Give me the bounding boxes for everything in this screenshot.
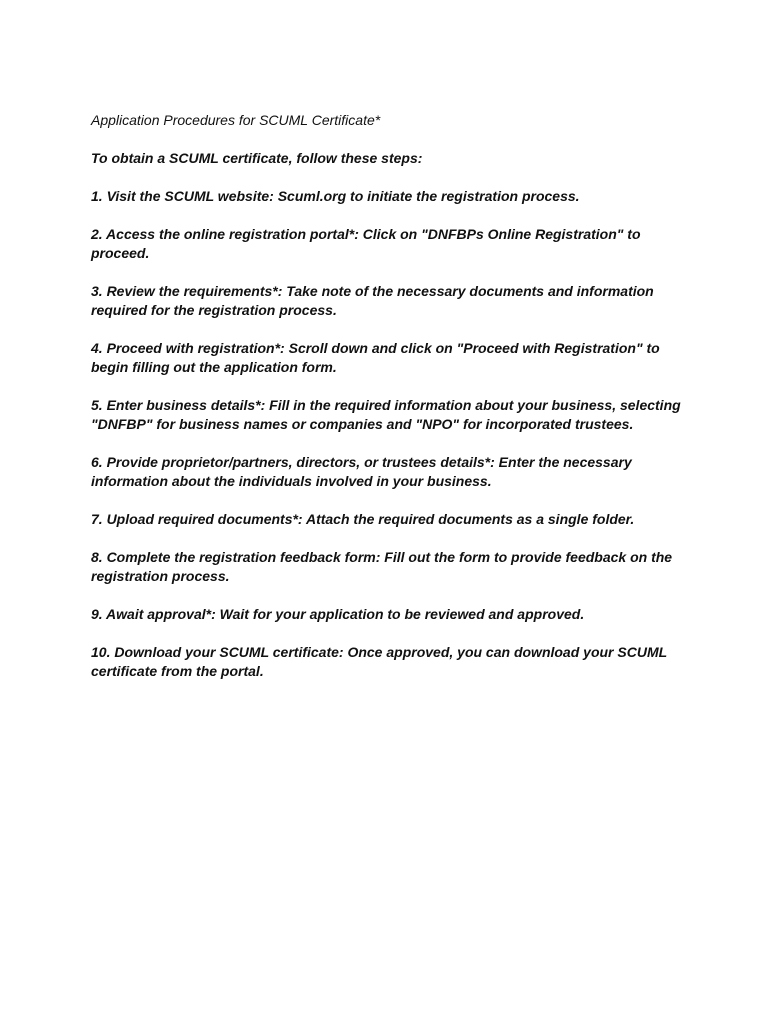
step-1: 1. Visit the SCUML website: Scuml.org to initiate the registration process. [91,188,580,204]
step-6: 6. Provide proprietor/partners, directors, or trustees details*: Enter the necessary information about the individuals involved in your business. [91,454,632,489]
step-4: 4. Proceed with registration*: Scroll down and click on "Proceed with Registration" to begin filling out the application form. [91,340,660,375]
document-intro: To obtain a SCUML certificate, follow these steps: [91,150,423,166]
step-10: 10. Download your SCUML certificate: Once approved, you can download your SCUML certificate from the portal. [91,644,667,679]
step-3: 3. Review the requirements*: Take note of the necessary documents and information required for the registration process. [91,283,654,318]
step-2: 2. Access the online registration portal*: Click on "DNFBPs Online Registration" to proceed. [91,226,641,261]
document-title: Application Procedures for SCUML Certificate* [91,112,381,128]
step-9: 9. Await approval*: Wait for your application to be reviewed and approved. [91,606,585,622]
document-body [91,111,691,700]
step-7: 7. Upload required documents*: Attach the required documents as a single folder. [91,511,635,527]
step-8: 8. Complete the registration feedback form: Fill out the form to provide feedback on the registration process. [91,549,673,584]
step-5: 5. Enter business details*: Fill in the required information about your business, selecting "DNFBP" for business names or companies and "NPO" for incorporated trustees. [91,397,681,432]
